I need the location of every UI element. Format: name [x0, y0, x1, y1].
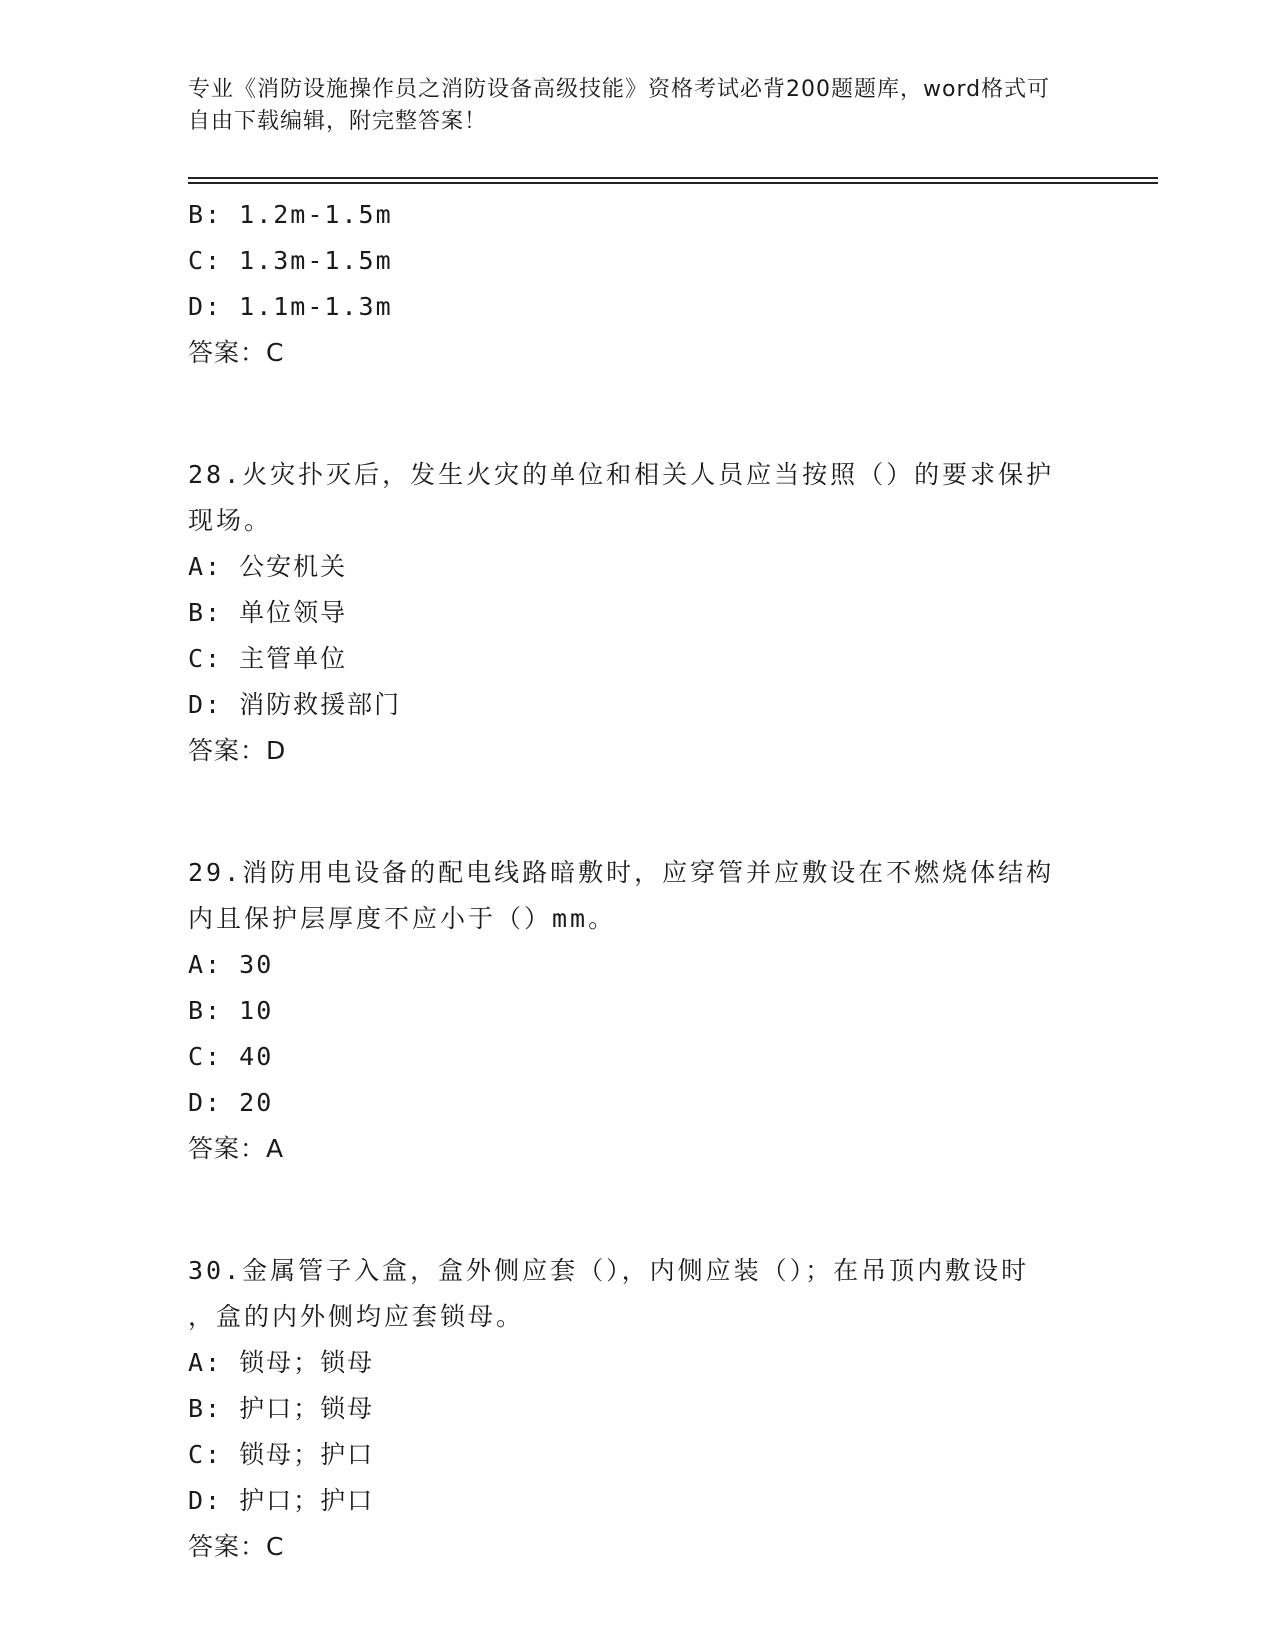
question-stem: 30.金属管子入盒，盒外侧应套（），内侧应装（）；在吊顶内敷设时 — [188, 1256, 1030, 1285]
question-list — [188, 192, 1088, 1570]
question-28 — [188, 452, 1088, 774]
option-b: B: 1.2m-1.5m — [188, 200, 393, 229]
question-stem: 28.火灾扑灭后，发生火灾的单位和相关人员应当按照（）的要求保护 — [188, 460, 1055, 489]
option-d: D: 20 — [188, 1088, 274, 1117]
option-c: C: 40 — [188, 1042, 274, 1071]
header-title: 专业《消防设施操作员之消防设备高级技能》资格考试必背200题题库，word格式可自由下载编辑，附完整答案！ — [188, 77, 1051, 134]
answer-line: 答案：A — [188, 1134, 285, 1163]
option-c: C: 1.3m-1.5m — [188, 246, 393, 275]
question-30 — [188, 1248, 1088, 1570]
document-header — [188, 74, 1068, 138]
option-a: A: 锁母；锁母 — [188, 1348, 375, 1377]
spacer — [188, 774, 1088, 850]
question-stem-continued: 现场。 — [188, 506, 273, 535]
header-divider-top — [188, 177, 1158, 179]
spacer — [188, 376, 1088, 452]
answer-line: 答案：D — [188, 736, 287, 765]
question-27-continued — [188, 192, 1088, 376]
option-a: A: 30 — [188, 950, 274, 979]
header-divider-bottom — [188, 182, 1158, 184]
answer-line: 答案：C — [188, 1532, 285, 1561]
question-stem-continued: ，盒的内外侧均应套锁母。 — [188, 1302, 525, 1331]
option-d: D: 1.1m-1.3m — [188, 292, 393, 321]
option-d: D: 消防救援部门 — [188, 690, 402, 719]
option-c: C: 锁母；护口 — [188, 1440, 375, 1469]
question-stem: 29.消防用电设备的配电线路暗敷时，应穿管并应敷设在不燃烧体结构 — [188, 858, 1055, 887]
answer-line: 答案：C — [188, 338, 285, 367]
option-b: B: 单位领导 — [188, 598, 348, 627]
option-b: B: 护口；锁母 — [188, 1394, 375, 1423]
question-stem-continued: 内且保护层厚度不应小于（）mm。 — [188, 904, 617, 933]
option-c: C: 主管单位 — [188, 644, 348, 673]
question-29 — [188, 850, 1088, 1172]
option-d: D: 护口；护口 — [188, 1486, 375, 1515]
option-a: A: 公安机关 — [188, 552, 348, 581]
spacer — [188, 1172, 1088, 1248]
option-b: B: 10 — [188, 996, 274, 1025]
